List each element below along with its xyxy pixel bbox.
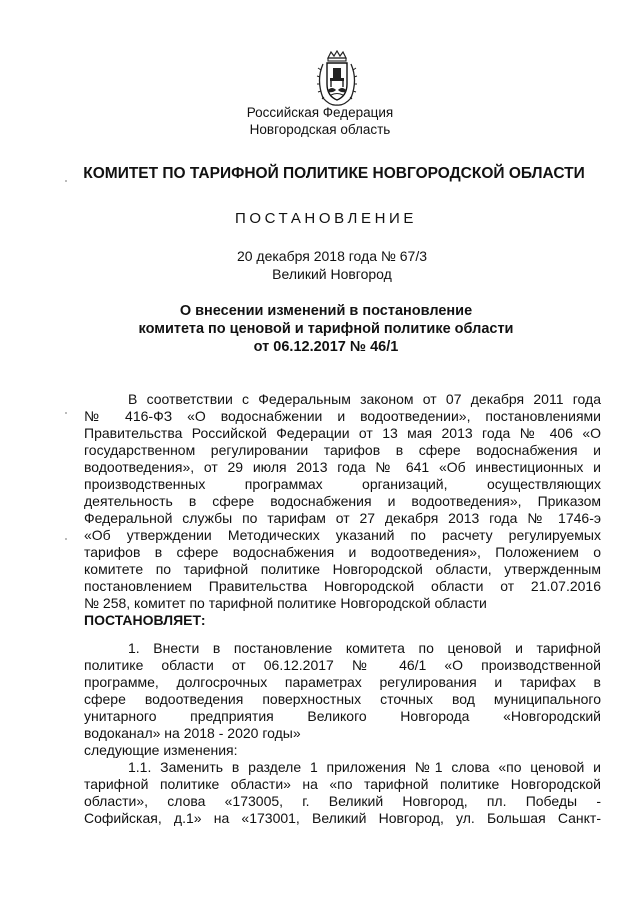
- text-line: № 258, комитет по тарифной политике Новгородской области: [84, 595, 487, 611]
- country-name: Российская Федерация: [246, 105, 394, 120]
- item-1-1-paragraph: [84, 759, 601, 827]
- text-line: № 416-ФЗ «О водоснабжении и водоотведении», постановлениями: [84, 408, 601, 424]
- text-line: 1.1. Заменить в разделе 1 приложения №1 слова «по ценовой и: [128, 759, 601, 775]
- preamble-paragraph: [84, 391, 601, 629]
- text-line: «Об утверждении Методических указаний по расчету регулируемых: [84, 527, 601, 543]
- text-line: комитете по тарифной политике Новгородской области, утвержденным: [84, 561, 601, 577]
- document-title-line: от 06.12.2017 № 46/1: [253, 339, 399, 355]
- text-line: государственном регулировании тарифов в сфере водоснабжения и: [84, 442, 601, 458]
- text-line: сфере водоотведения поверхностных сточных вод муниципального: [84, 691, 601, 707]
- text-line: производственных программах организаций, осуществляющих: [84, 476, 601, 492]
- text-line: Федеральной службы по тарифам от 27 декабря 2013 года № 1746-э: [84, 510, 601, 526]
- text-line: постановлением Правительства Новгородской области от 21.07.2016: [84, 578, 601, 594]
- item-1-paragraph: [84, 640, 601, 759]
- committee-name: КОМИТЕТ ПО ТАРИФНОЙ ПОЛИТИКЕ НОВГОРОДСКОЙ ОБЛАСТИ: [83, 165, 585, 182]
- text-line: следующие изменения:: [84, 742, 238, 758]
- text-line: программе, долгосрочных параметрах регулирования и тарифах в: [84, 674, 601, 690]
- document-title-line: О внесении изменений в постановление: [179, 303, 473, 319]
- text-line: унитарного предприятия Великого Новгорода «Новгородский: [84, 708, 601, 724]
- coat-of-arms-emblem: [313, 50, 361, 108]
- document-city: Великий Новгород: [272, 266, 392, 282]
- coat-of-arms-icon: [313, 50, 361, 108]
- text-line: В соответствии с Федеральным законом от 07 декабря 2011 года: [128, 391, 601, 407]
- text-line: тарифной политике области» на «по тарифной политике Новгородской: [84, 776, 601, 792]
- scan-margin-dot: [65, 180, 67, 182]
- scan-margin-dot: [65, 412, 67, 414]
- text-line: 1. Внести в постановление комитета по ценовой и тарифной: [128, 640, 601, 656]
- text-line: Правительства Российской Федерации от 13 мая 2013 года № 406 «О: [84, 425, 601, 441]
- text-line: водоотведения», от 29 июля 2013 года № 641 «Об инвестиционных и: [84, 459, 601, 475]
- text-line: водоканал» на 2018 - 2020 годы»: [84, 725, 301, 741]
- document-type: ПОСТАНОВЛЕНИЕ: [234, 210, 418, 227]
- region-name: Новгородская область: [249, 122, 391, 137]
- text-line: деятельность в сфере водоснабжения и водоотведения», Приказом: [84, 493, 601, 509]
- document-date-number: 20 декабря 2018 года № 67/3: [236, 248, 428, 264]
- document-title-line: комитета по ценовой и тарифной политике области: [138, 321, 514, 337]
- scan-margin-dot: [65, 538, 67, 540]
- resolves-heading: ПОСТАНОВЛЯЕТ:: [84, 612, 206, 628]
- text-line: тарифов в сфере водоснабжения и водоотведения», Положением о: [84, 544, 601, 560]
- text-line: Софийская, д.1» на «173001, Великий Новгород, ул. Большая Санкт-: [84, 810, 601, 826]
- text-line: политике области от 06.12.2017 № 46/1 «О производственной: [84, 657, 601, 673]
- text-line: области», слова «173005, г. Великий Новгород, пл. Победы -: [84, 793, 601, 809]
